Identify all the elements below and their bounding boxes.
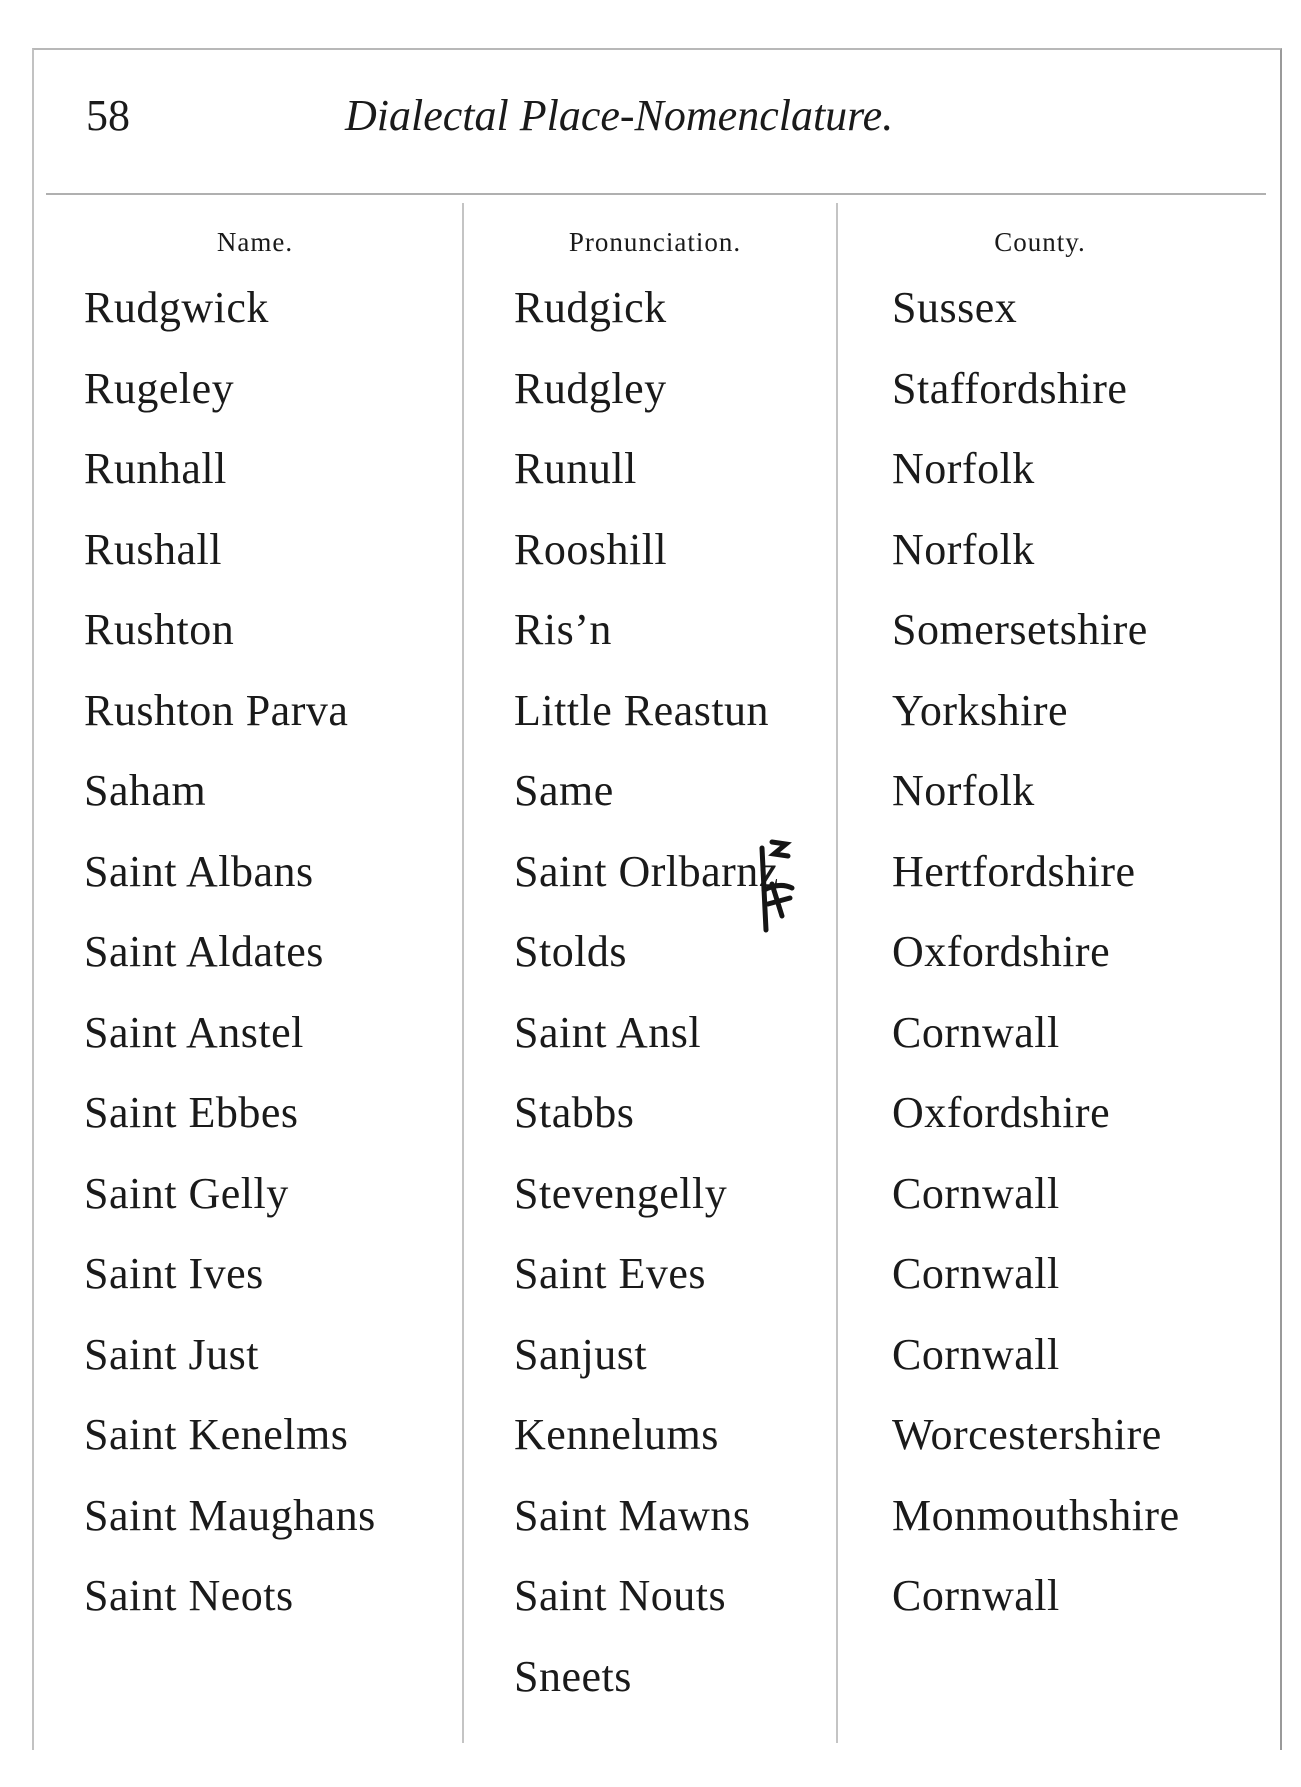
- place-name: Saham: [84, 766, 207, 815]
- column-divider-left: [462, 203, 464, 1743]
- place-name: Saint Gelly: [84, 1168, 289, 1218]
- pronunciation: Saint Mawns: [514, 1490, 751, 1540]
- place-name: Saint Maughans: [84, 1490, 376, 1540]
- running-head: Dialectal Place-Nomenclature.: [345, 91, 894, 140]
- county-name: Oxfordshire: [892, 1088, 1111, 1137]
- county-name: Norfolk: [892, 524, 1035, 574]
- pronunciation: Sanjust: [514, 1329, 648, 1379]
- pronunciation: Rooshill: [514, 524, 668, 574]
- pronunciation: Rudgley: [514, 363, 667, 413]
- pronunciation: Saint Orlbarnz: [514, 846, 779, 896]
- county-name: Norfolk: [892, 766, 1035, 815]
- pronunciation: Stolds: [514, 927, 628, 976]
- county-name: Cornwall: [892, 1007, 1060, 1057]
- place-name: Runhall: [84, 444, 227, 493]
- county-column: [892, 276, 1267, 1645]
- name-column: [84, 276, 454, 1645]
- county-name: Hertfordshire: [892, 846, 1136, 896]
- page-number: 58: [86, 91, 130, 140]
- place-name: Rushton Parva: [84, 685, 349, 735]
- pronunciation: Kennelums: [514, 1410, 719, 1459]
- header-rule: [46, 193, 1266, 195]
- pronunciation: Saint Nouts: [514, 1571, 727, 1620]
- pronunciation: Stevengelly: [514, 1168, 728, 1218]
- county-name: Somersetshire: [892, 605, 1148, 654]
- place-name: Rushton: [84, 605, 235, 654]
- place-name: Saint Ebbes: [84, 1088, 299, 1137]
- place-name: Saint Albans: [84, 846, 314, 896]
- pronunciation: Ris’n: [514, 605, 612, 654]
- county-name: Yorkshire: [892, 685, 1069, 735]
- place-name: Saint Ives: [84, 1249, 264, 1298]
- column-header-name: Name.: [216, 227, 294, 257]
- pronunciation: Rudgick: [514, 283, 667, 332]
- county-name: Cornwall: [892, 1249, 1060, 1298]
- pronunciation: Same: [514, 766, 614, 815]
- pronunciation: Saint Eves: [514, 1249, 706, 1298]
- pronunciation-column: [514, 276, 829, 1725]
- place-name: Saint Anstel: [84, 1007, 304, 1057]
- pronunciation: Runull: [514, 444, 637, 493]
- pronunciation: Stabbs: [514, 1088, 635, 1137]
- place-name: Rugeley: [84, 363, 235, 413]
- county-name: Staffordshire: [892, 363, 1128, 413]
- county-name: Cornwall: [892, 1168, 1060, 1218]
- county-name: Monmouthshire: [892, 1490, 1180, 1540]
- handwritten-correction-mark: [742, 838, 802, 948]
- column-header-county: County.: [994, 227, 1086, 257]
- pronunciation: Sneets: [514, 1651, 632, 1701]
- place-name: Saint Neots: [84, 1571, 294, 1620]
- county-name: Oxfordshire: [892, 927, 1111, 976]
- column-divider-right: [836, 203, 838, 1743]
- county-name: Worcestershire: [892, 1410, 1162, 1459]
- county-name: Norfolk: [892, 444, 1035, 493]
- column-header-pronunciation: Pronunciation.: [568, 227, 742, 257]
- place-name: Saint Just: [84, 1329, 259, 1379]
- county-name: Sussex: [892, 283, 1018, 332]
- place-name: Saint Aldates: [84, 927, 324, 976]
- place-name: Rushall: [84, 524, 222, 574]
- county-name: Cornwall: [892, 1571, 1060, 1620]
- county-name: Cornwall: [892, 1329, 1060, 1379]
- place-name: Rudgwick: [84, 283, 269, 332]
- place-name: Saint Kenelms: [84, 1410, 349, 1459]
- pronunciation: Saint Ansl: [514, 1007, 702, 1057]
- pronunciation: Little Reastun: [514, 685, 770, 735]
